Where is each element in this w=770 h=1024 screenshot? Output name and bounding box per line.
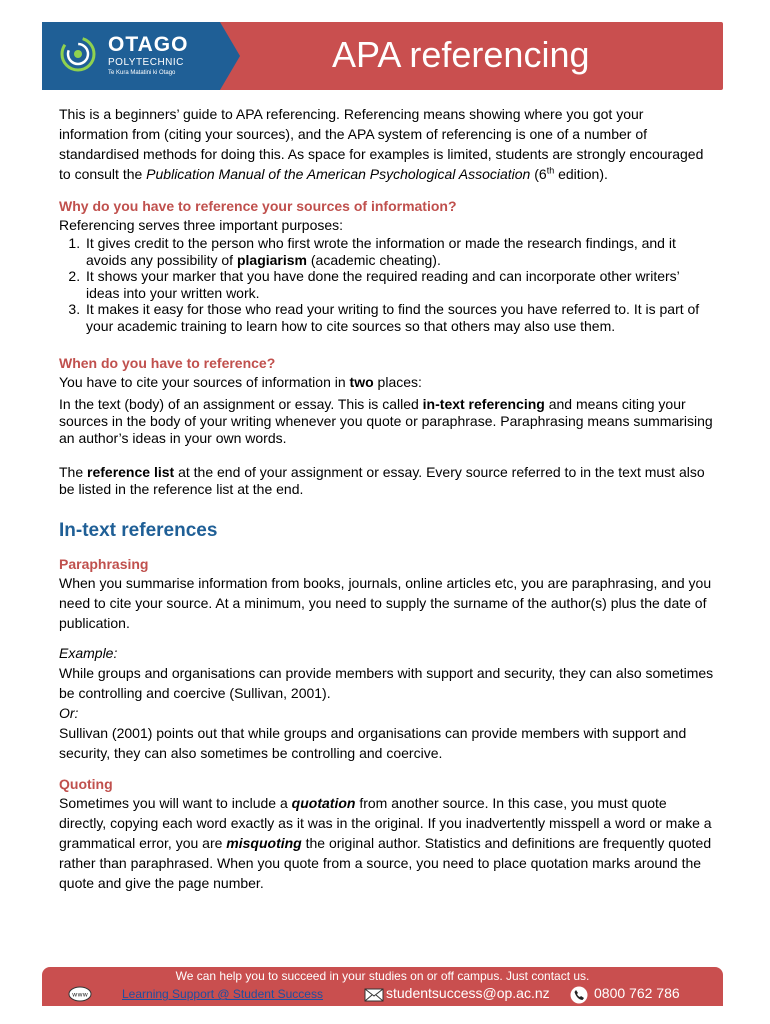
when-lead: You have to cite your sources of information in two places:	[59, 374, 422, 390]
svg-text:www: www	[72, 990, 88, 999]
why-heading: Why do you have to reference your sources of information?	[59, 198, 457, 214]
in-text-explanation: In the text (body) of an assignment or essay. This is called in-text referencing and means citing your sources in the body of your writing whenever you quote or paraphrase. Paraphrasing means summarising an author’s ideas in your own words.	[59, 396, 713, 446]
list-item: 3. It makes it easy for those who read your writing to find the sources you have referred to. It is part of your academic training to learn how to cite sources so that others may also use them.	[84, 301, 714, 334]
quoting-heading: Quoting	[59, 776, 113, 792]
logo-name: OTAGO	[108, 33, 189, 56]
contact-footer	[42, 967, 723, 1006]
list-item: 2. It shows your marker that you have done the required reading and can incorporate other writers’ ideas into your written work.	[84, 268, 714, 301]
web-icon	[68, 986, 92, 1002]
email-address[interactable]: studentsuccess@op.ac.nz	[386, 985, 550, 1001]
paraphrasing-body: When you summarise information from books, journals, online articles etc, you are paraphrasing, and you need to cite your source. At a minimum, you need to supply the surname of the author(s) plus the date of publication.	[59, 575, 712, 631]
learning-support-link[interactable]: Learning Support @ Student Success	[122, 987, 323, 1001]
logo-arrow	[220, 22, 240, 90]
otago-polytechnic-logo	[42, 22, 220, 90]
page-title: APA referencing	[332, 34, 590, 75]
document-body	[59, 104, 714, 893]
manual-title: Publication Manual of the American Psychological Association	[146, 166, 531, 182]
in-text-references-heading: In-text references	[59, 520, 218, 541]
quoting-body: Sometimes you will want to include a quotation from another source. In this case, you must quote directly, copying each word exactly as it was in the original. If you inadvertently misspell a word or make a grammatical error, you are misquoting the original author. Statistics and definitions are frequently quoted rather than paraphrased. When you quote from a source, you need to place quotation marks around the quote and give the page number.	[59, 795, 712, 891]
email-icon	[364, 988, 384, 1002]
logo-swirl-icon	[58, 34, 98, 74]
page-header	[42, 22, 723, 90]
purposes-list	[59, 235, 714, 334]
intro-paragraph: This is a beginners’ guide to APA referencing. Referencing means showing where you got your information from (citing your sources), and the APA system of referencing is one of a number of standardised methods for doing this. As space for examples is limited, students are strongly encouraged to consult the Publication Manual of the American Psychological Association (6th edition).	[59, 106, 704, 182]
logo-subtitle: POLYTECHNIC	[108, 57, 184, 68]
footer-tagline: We can help you to succeed in your studies on or off campus. Just contact us.	[175, 969, 590, 983]
example-label: Example:	[59, 645, 118, 661]
reference-list-explanation: The reference list at the end of your assignment or essay. Every source referred to in the text must also be listed in the reference list at the end.	[59, 464, 705, 497]
logo-maori-name: Te Kura Matatini ki Otago	[108, 70, 176, 76]
example-1: While groups and organisations can provide members with support and security, they can also sometimes be controlling and coercive (Sullivan, 2001).	[59, 665, 714, 701]
phone-number[interactable]: 0800 762 786	[594, 985, 680, 1001]
why-lead: Referencing serves three important purposes:	[59, 217, 344, 233]
paraphrasing-heading: Paraphrasing	[59, 556, 149, 572]
when-heading: When do you have to reference?	[59, 355, 276, 371]
list-item: 1. It gives credit to the person who first wrote the information or made the research findings, and it avoids any possibility of plagiarism (academic cheating).	[84, 235, 714, 268]
phone-icon	[570, 986, 588, 1004]
example-2: Sullivan (2001) points out that while groups and organisations can provide members with support and security, they can also sometimes be controlling and coercive.	[59, 725, 687, 761]
or-label: Or:	[59, 705, 79, 721]
